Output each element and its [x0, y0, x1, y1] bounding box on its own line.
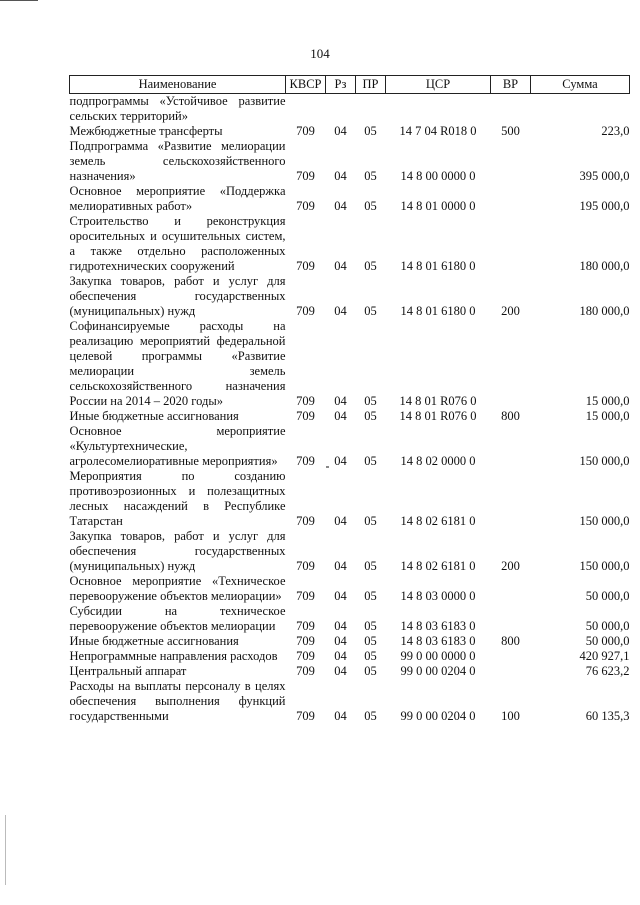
table-row [70, 274, 630, 319]
table-row [70, 319, 630, 409]
row-kvsr: 709 [296, 664, 315, 678]
row-name: подпрограммы «Устойчивое развитие сельских территорий» [69, 94, 286, 123]
row-vr: 800 [501, 409, 520, 423]
row-vr: 100 [501, 709, 520, 723]
row-vr: 800 [501, 634, 520, 648]
table-row [70, 649, 630, 664]
row-rz [326, 94, 356, 125]
row-csr: 14 8 02 6181 0 [400, 514, 476, 528]
table-row [70, 94, 630, 125]
row-rz: 04 [334, 709, 347, 723]
row-kvsr: 709 [296, 589, 315, 603]
row-pr: 05 [364, 589, 377, 603]
row-sum: 60 135,3 [585, 709, 630, 723]
row-name: Иные бюджетные ассигнования [69, 634, 239, 648]
table-row [70, 604, 630, 634]
row-sum: 50 000,0 [585, 589, 630, 603]
row-kvsr: 709 [296, 619, 315, 633]
row-pr: 05 [364, 559, 377, 573]
table-row [70, 679, 630, 724]
row-rz: 04 [334, 454, 347, 468]
row-csr: 14 8 02 0000 0 [400, 454, 476, 468]
table-row [70, 424, 630, 469]
row-pr: 05 [364, 454, 377, 468]
header-sum: Сумма [531, 76, 630, 94]
row-pr: 05 [364, 649, 377, 663]
row-name: Непрограммные направления расходов [69, 649, 278, 663]
table-row [70, 529, 630, 574]
row-csr: 14 8 01 0000 0 [400, 199, 476, 213]
scan-corner-mark [0, 0, 38, 1]
row-rz: 04 [334, 394, 347, 408]
row-name: Иные бюджетные ассигнования [69, 409, 239, 423]
row-rz: 04 [334, 409, 347, 423]
row-csr: 14 8 00 0000 0 [400, 169, 476, 183]
row-vr [491, 649, 531, 664]
row-vr: 200 [501, 559, 520, 573]
header-pr: ПР [356, 76, 386, 94]
row-csr: 99 0 00 0204 0 [400, 709, 476, 723]
table-row [70, 124, 630, 139]
row-sum: 50 000,0 [585, 619, 630, 633]
row-sum: 223,0 [601, 124, 630, 138]
row-name: Закупка товаров, работ и услуг для обеспечения государственных (муниципальных) нужд [69, 529, 286, 573]
header-kvsr: КВСР [286, 76, 326, 94]
row-vr: 200 [501, 304, 520, 318]
row-csr: 14 7 04 R018 0 [399, 124, 477, 138]
row-sum: 50 000,0 [585, 634, 630, 648]
row-sum: 15 000,0 [585, 394, 630, 408]
row-pr: 05 [364, 304, 377, 318]
row-rz: 04 [334, 619, 347, 633]
row-rz: 04 [334, 559, 347, 573]
row-rz: 04 [334, 259, 347, 273]
row-vr [491, 469, 531, 529]
row-csr: 99 0 00 0204 0 [400, 664, 476, 678]
row-csr: 14 8 01 6180 0 [400, 259, 476, 273]
row-kvsr [286, 94, 326, 125]
row-vr: 500 [501, 124, 520, 138]
row-kvsr: 709 [296, 199, 315, 213]
row-name: Софинансируемые расходы на реализацию мероприятий федеральной целевой программы «Развитие мелиорации земель сельскохозяйственного назначения России на 2014 – 2020 годы» [69, 319, 286, 408]
row-vr [491, 319, 531, 409]
row-vr [491, 184, 531, 214]
row-kvsr: 709 [296, 559, 315, 573]
row-kvsr: 709 [296, 709, 315, 723]
row-name: Центральный аппарат [69, 664, 187, 678]
row-pr: 05 [364, 409, 377, 423]
row-pr [356, 94, 386, 125]
row-sum: 15 000,0 [585, 409, 630, 423]
row-sum: 420 927,1 [579, 649, 630, 663]
row-csr: 14 8 03 0000 0 [400, 589, 476, 603]
row-vr [491, 664, 531, 679]
row-rz: 04 [334, 169, 347, 183]
row-csr: 14 8 02 6181 0 [400, 559, 476, 573]
row-vr [491, 214, 531, 274]
table-row [70, 214, 630, 274]
row-kvsr: 709 [296, 304, 315, 318]
row-pr: 05 [364, 259, 377, 273]
header-rz: Рз [326, 76, 356, 94]
row-kvsr: 709 [296, 409, 315, 423]
row-rz: 04 [334, 649, 347, 663]
table-row [70, 634, 630, 649]
row-name: Подпрограмма «Развитие мелиорации земель сельскохозяйственного назначения» [69, 139, 286, 183]
row-kvsr: 709 [296, 259, 315, 273]
header-name: Наименование [70, 76, 286, 94]
row-name: Закупка товаров, работ и услуг для обеспечения государственных (муниципальных) нужд [69, 274, 286, 318]
row-vr [491, 424, 531, 469]
budget-table [69, 75, 630, 724]
table-row [70, 409, 630, 424]
row-name: Строительство и реконструкция оросительных и осушительных систем, а также отдельно расположенных гидротехнических сооружений [69, 214, 286, 273]
row-sum: 150 000,0 [579, 514, 630, 528]
scan-speck [326, 466, 329, 468]
row-vr [491, 604, 531, 634]
row-rz: 04 [334, 634, 347, 648]
row-sum: 180 000,0 [579, 259, 630, 273]
row-vr [491, 574, 531, 604]
row-sum: 195 000,0 [579, 199, 630, 213]
row-name: Субсидии на техническое перевооружение объектов мелиорации [69, 604, 286, 633]
row-kvsr: 709 [296, 634, 315, 648]
row-rz: 04 [334, 199, 347, 213]
row-pr: 05 [364, 124, 377, 138]
row-name: Основное мероприятие «Культуртехнические, агролесомелиоративные мероприятия» [69, 424, 286, 468]
row-rz: 04 [334, 664, 347, 678]
row-rz: 04 [334, 304, 347, 318]
row-kvsr: 709 [296, 124, 315, 138]
row-kvsr: 709 [296, 394, 315, 408]
row-pr: 05 [364, 634, 377, 648]
row-csr: 14 8 01 R076 0 [399, 394, 477, 408]
row-rz: 04 [334, 589, 347, 603]
row-csr: 14 8 01 R076 0 [399, 409, 477, 423]
table-row [70, 139, 630, 184]
row-pr: 05 [364, 514, 377, 528]
row-kvsr: 709 [296, 454, 315, 468]
row-csr: 14 8 03 6183 0 [400, 634, 476, 648]
row-pr: 05 [364, 619, 377, 633]
table-header-row [70, 76, 630, 94]
row-sum [531, 94, 630, 125]
header-vr: ВР [491, 76, 531, 94]
page-number: 104 [310, 46, 330, 61]
row-vr [491, 94, 531, 125]
row-kvsr: 709 [296, 514, 315, 528]
row-sum: 180 000,0 [579, 304, 630, 318]
row-sum: 150 000,0 [579, 454, 630, 468]
row-pr: 05 [364, 709, 377, 723]
row-kvsr: 709 [296, 649, 315, 663]
row-csr: 14 8 03 6183 0 [400, 619, 476, 633]
row-pr: 05 [364, 199, 377, 213]
row-csr [386, 94, 491, 125]
row-name: Основное мероприятие «Поддержка мелиоративных работ» [69, 184, 286, 213]
row-csr: 14 8 01 6180 0 [400, 304, 476, 318]
row-csr: 99 0 00 0000 0 [400, 649, 476, 663]
table-row [70, 469, 630, 529]
row-kvsr: 709 [296, 169, 315, 183]
table-row [70, 664, 630, 679]
row-vr [491, 139, 531, 184]
scan-edge-mark [5, 815, 6, 885]
row-pr: 05 [364, 394, 377, 408]
row-name: Основное мероприятие «Техническое перевооружение объектов мелиорации» [69, 574, 286, 603]
row-sum: 150 000,0 [579, 559, 630, 573]
table-row [70, 184, 630, 214]
row-name: Мероприятия по созданию противоэрозионных и полезащитных лесных насаждений в Республике Татарстан [69, 469, 286, 528]
row-pr: 05 [364, 664, 377, 678]
row-rz: 04 [334, 124, 347, 138]
row-name: Расходы на выплаты персоналу в целях обеспечения выполнения функций государственными [69, 679, 286, 723]
table-row [70, 574, 630, 604]
row-name: Межбюджетные трансферты [69, 124, 223, 138]
row-pr: 05 [364, 169, 377, 183]
row-rz: 04 [334, 514, 347, 528]
row-sum: 395 000,0 [579, 169, 630, 183]
row-sum: 76 623,2 [585, 664, 630, 678]
header-csr: ЦСР [386, 76, 491, 94]
